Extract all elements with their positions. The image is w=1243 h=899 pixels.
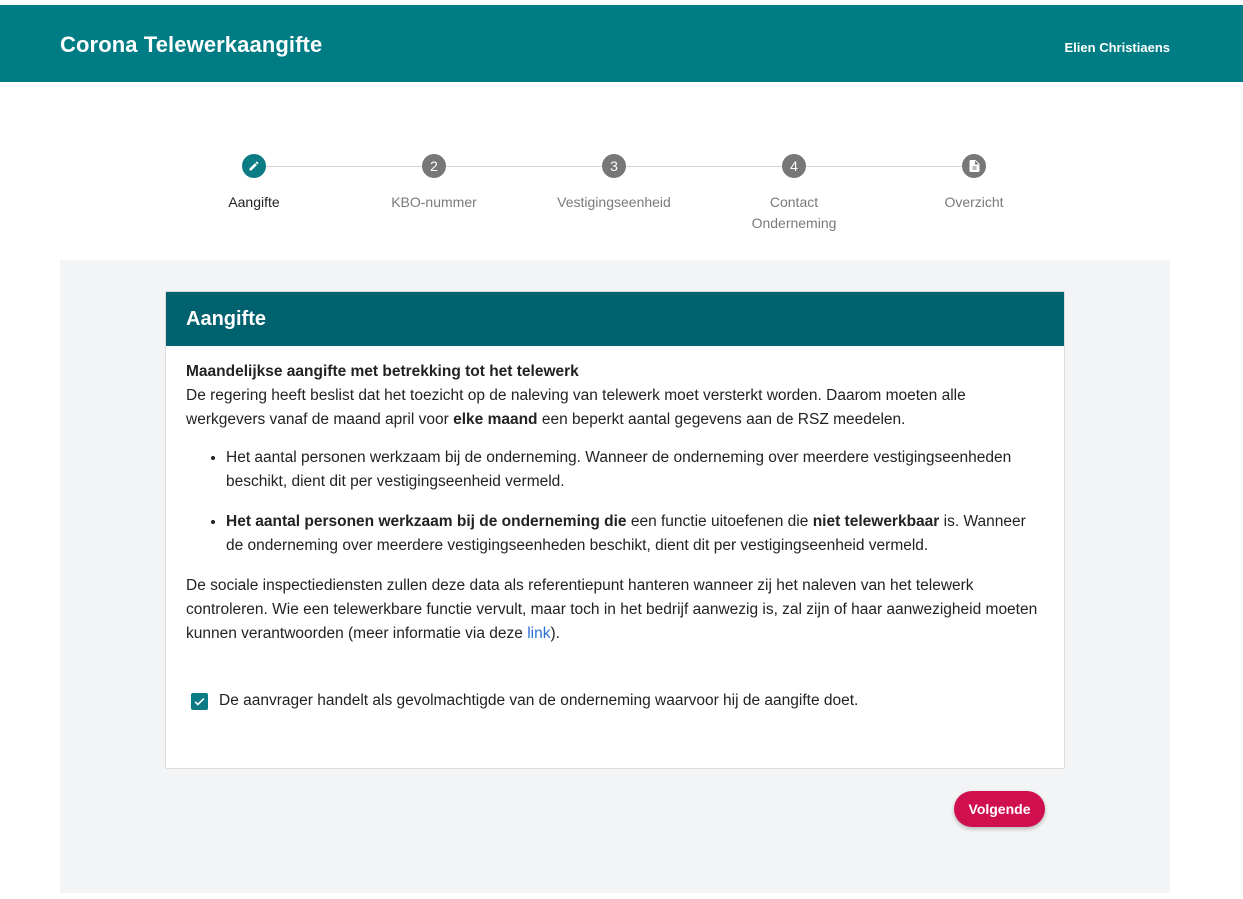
list-item-text: is. Wanneer de onderneming over meerdere vestigingseenheden beschikt, dient dit per vestigingseenheid vermeld. (226, 513, 1026, 554)
step-label: Aangifte (228, 194, 280, 210)
mandate-checkbox[interactable] (191, 693, 208, 710)
list-item-text: een functie uitoefenen die (626, 513, 813, 530)
card-title: Aangifte (166, 292, 1064, 346)
closing-text (186, 574, 1044, 646)
intro-text-part: een beperkt aantal gegevens aan de RSZ meedelen. (537, 411, 906, 428)
info-link[interactable]: link (527, 625, 551, 642)
app-title: Corona Telewerkaangifte (60, 32, 323, 57)
closing-text-part: De sociale inspectiediensten zullen deze data als referentiepunt hanteren wanneer zij het naleven van het telewerk controleren. Wie een telewerkbare functie vervult, maar toch in het bedrijf aanwezig is, zal zijn of haar aanwezigheid moeten kunnen verantwoorden (meer informatie via deze (186, 577, 1038, 642)
step-overzicht[interactable] (884, 150, 1064, 213)
intro-text-bold: elke maand (453, 411, 538, 428)
step-number: 4 (782, 154, 806, 178)
intro-text (186, 384, 1044, 432)
step-number: 3 (602, 154, 626, 178)
next-button[interactable]: Volgende (954, 791, 1045, 827)
step-label: KBO-nummer (391, 194, 477, 210)
step-kbo-nummer[interactable] (344, 150, 524, 213)
list-item (226, 510, 1044, 558)
user-name[interactable]: Elien Christiaens (1064, 40, 1170, 55)
requirements-list (226, 446, 1044, 558)
intro-text-part: De regering heeft beslist dat het toezicht op de naleving van telewerk moet versterkt worden. Daarom moeten alle werkgevers vanaf de maand april voor (186, 387, 966, 428)
mandate-checkbox-label[interactable]: De aanvrager handelt als gevolmachtigde van de onderneming waarvoor hij de aangifte doet. (219, 692, 859, 709)
pencil-icon (242, 154, 266, 178)
list-item-bold: niet telewerkbaar (812, 513, 940, 530)
list-item-bold: Het aantal personen werkzaam bij de onderneming die (226, 513, 627, 530)
card-body (166, 346, 1064, 646)
top-app-bar (0, 5, 1243, 82)
step-label: Overzicht (944, 194, 1004, 210)
step-vestigingseenheid[interactable] (524, 150, 704, 213)
stepper (164, 150, 1064, 240)
step-contact-onderneming[interactable] (704, 150, 884, 234)
step-number: 2 (422, 154, 446, 178)
step-label: Contact Onderneming (751, 194, 837, 231)
step-aangifte[interactable] (164, 150, 344, 213)
intro-title: Maandelijkse aangifte met betrekking tot het telewerk (186, 363, 579, 380)
document-icon (962, 154, 986, 178)
mandate-checkbox-row[interactable] (191, 692, 858, 710)
list-item-text: Het aantal personen werkzaam bij de onderneming. Wanneer de onderneming over meerdere vestigingseenheden beschikt, dient dit per vestigingseenheid vermeld. (226, 449, 1012, 490)
checkmark-icon (193, 695, 206, 708)
list-item (226, 446, 1044, 494)
closing-text-part: ). (550, 625, 560, 642)
aangifte-card (165, 291, 1065, 769)
step-label: Vestigingseenheid (557, 194, 671, 210)
